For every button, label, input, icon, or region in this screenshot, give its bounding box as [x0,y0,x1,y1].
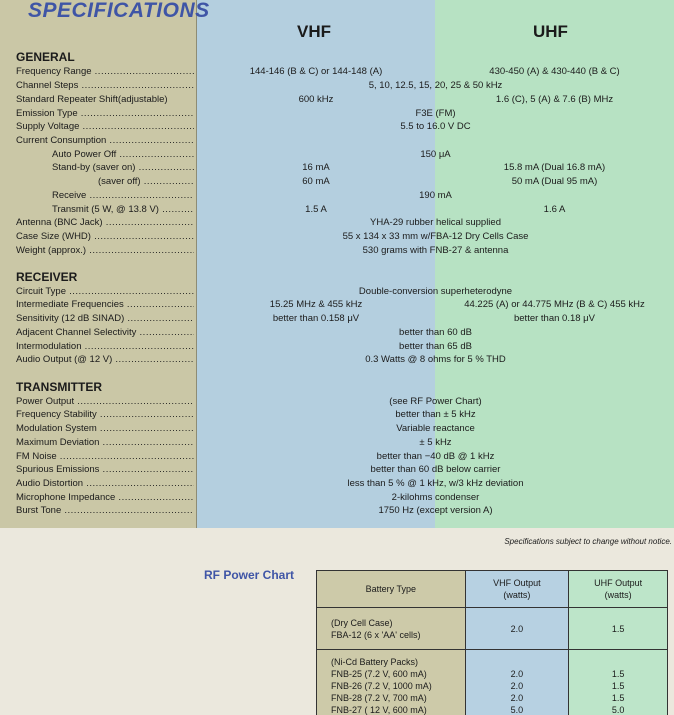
spec-label: Standard Repeater Shift(adjustable) [16,94,168,105]
spec-label: Adjacent Channel Selectivity ..... [16,326,194,339]
common-value: better than ± 5 kHz [395,409,476,420]
spec-label: Case Size (WHD) ..... [16,230,194,243]
spec-label: Receive ..... [52,189,194,202]
spec-label: Maximum Deviation ..... [16,436,194,449]
common-value: better than 60 dB below carrier [370,464,501,475]
spec-row [0,285,674,298]
spec-label: Frequency Range ..... [16,65,194,78]
spec-row [0,504,674,517]
spec-label: Intermediate Frequencies ..... [16,298,194,311]
spec-row [0,408,674,421]
vhf-output-value: 2.0 [510,681,524,691]
spec-row [0,230,674,243]
spec-row [0,422,674,435]
battery-name: FNB-26 (7.2 V, 1000 mA) [331,681,432,691]
uhf-output-header-line1: UHF Output [594,578,643,588]
common-value: 55 x 134 x 33 mm w/FBA-12 Dry Cells Case [342,231,529,242]
common-value: Double-conversion superheterodyne [358,286,513,297]
uhf-value: 430-450 (A) & 430-440 (B & C) [489,66,620,77]
spec-row [0,491,674,504]
spec-row [0,312,674,325]
spec-label: Audio Distortion ..... [16,477,194,490]
vhf-output-value: 2.0 [510,693,524,703]
spec-label: Spurious Emissions ..... [16,463,194,476]
spec-label: Channel Steps ..... [16,79,194,92]
battery-cell [317,650,466,715]
spec-row [0,298,674,311]
spec-row [0,340,674,353]
spec-row [0,244,674,257]
spec-row [0,93,674,106]
common-value: better than 60 dB [399,327,472,338]
uhf-output-cell: 1.5 [569,608,668,650]
spec-label: Auto Power Off ..... [52,148,194,161]
common-value: 0.3 Watts @ 8 ohms for 5 % THD [365,354,506,365]
spec-label: FM Noise ..... [16,450,194,463]
uhf-output-value: 5.0 [611,705,625,715]
dry-cell-case-label: (Dry Cell Case) [331,617,393,628]
spec-label: Burst Tone ..... [16,504,194,517]
section-heading-receiver: RECEIVER [16,270,78,284]
rf-table-header-row [317,571,668,608]
common-value: F3E (FM) [415,108,456,119]
uhf-output-value: 1.5 [611,681,625,691]
vhf-value: 16 mA [302,162,330,173]
uhf-output-cell [569,650,668,715]
spec-label: Weight (approx.) ..... [16,244,194,257]
vhf-output-header [465,571,569,608]
vhf-output-header-line1: VHF Output [493,578,541,588]
spec-label: Frequency Stability ..... [16,408,194,421]
table-row [317,650,668,715]
vhf-column-heading: VHF [297,22,331,41]
spec-label: Power Output ..... [16,395,194,408]
section-heading-general: GENERAL [16,50,75,64]
uhf-column-heading: UHF [533,22,568,41]
common-value: 190 mA [419,190,452,201]
spec-row [0,353,674,366]
page-title: SPECIFICATIONS [28,0,210,22]
common-value: 5.5 to 16.0 V DC [400,121,471,132]
vhf-value: 60 mA [302,176,330,187]
spec-label: Intermodulation ..... [16,340,194,353]
uhf-value: 15.8 mA (Dual 16.8 mA) [503,162,606,173]
battery-name: FNB-27 ( 12 V, 600 mA) [331,705,427,715]
vhf-value: 15.25 MHz & 455 kHz [269,299,363,310]
spec-row [0,107,674,120]
vhf-value: 600 kHz [298,94,334,105]
spec-label: Circuit Type ..... [16,285,194,298]
uhf-output-value: 1.5 [611,669,625,679]
table-row [317,608,668,650]
footnote: Specifications subject to change without notice. [504,537,672,546]
uhf-value: better than 0.18 μV [513,313,595,324]
spec-row [0,326,674,339]
common-value: 5, 10, 12.5, 15, 20, 25 & 50 kHz [368,80,503,91]
spec-row [0,203,674,216]
vhf-output-header-line2: (watts) [503,590,531,600]
spec-label: Supply Voltage ..... [16,120,194,133]
spec-row [0,148,674,161]
common-value: ± 5 kHz [419,437,452,448]
spec-label: Emission Type ..... [16,107,194,120]
uhf-value: 50 mA (Dual 95 mA) [511,176,598,187]
spec-row [0,436,674,449]
uhf-output-header [569,571,668,608]
common-value: better than 65 dB [399,341,472,352]
uhf-output-header-line2: (watts) [604,590,632,600]
common-value: YHA-29 rubber helical supplied [370,217,501,228]
nicd-packs-label: (Ni-Cd Battery Packs) [331,657,419,667]
common-value: 530 grams with FNB-27 & antenna [362,245,509,256]
vhf-output-value: 5.0 [510,705,524,715]
vhf-output-cell: 2.0 [465,608,569,650]
spec-row [0,189,674,202]
rf-power-table [316,570,668,715]
spec-row [0,216,674,229]
spec-label: Current Consumption ..... [16,134,194,147]
vhf-value: better than 0.158 μV [272,313,360,324]
battery-cell [317,608,466,650]
common-value: 1750 Hz (except version A) [378,505,493,516]
spec-row [0,463,674,476]
spec-label: Stand-by (saver on) ..... [52,161,194,174]
common-value: (see RF Power Chart) [389,396,482,407]
section-heading-transmitter: TRANSMITTER [16,380,102,394]
vhf-value: 1.5 A [305,204,327,215]
battery-name: FNB-25 (7.2 V, 600 mA) [331,669,427,679]
vhf-output-value: 2.0 [510,669,524,679]
spec-label: Modulation System ..... [16,422,194,435]
spec-label: Antenna (BNC Jack) ..... [16,216,194,229]
spec-row [0,120,674,133]
spec-label: Audio Output (@ 12 V) ..... [16,353,194,366]
spec-row [0,477,674,490]
spec-label: (saver off) ..... [98,175,194,188]
common-value: Variable reactance [396,423,475,434]
vhf-output-cell [465,650,569,715]
uhf-output-value: 1.5 [611,693,625,703]
spec-row [0,450,674,463]
common-value: less than 5 % @ 1 kHz, w/3 kHz deviation [347,478,524,489]
spec-row [0,65,674,78]
battery-type-header: Battery Type [317,571,466,608]
common-value: better than −40 dB @ 1 kHz [376,451,495,462]
common-value: 150 μA [420,149,451,160]
spec-label: Transmit (5 W, @ 13.8 V) ..... [52,203,194,216]
spec-row [0,79,674,92]
battery-name: FNB-28 (7.2 V, 700 mA) [331,693,427,703]
vhf-value: 144-146 (B & C) or 144-148 (A) [249,66,383,77]
spec-label: Sensitivity (12 dB SINAD) ..... [16,312,194,325]
spec-label: Microphone Impedance ..... [16,491,194,504]
common-value: 2-kilohms condenser [391,492,480,503]
fba-12-label: FBA-12 (6 x 'AA' cells) [331,629,421,640]
uhf-value: 44.225 (A) or 44.775 MHz (B & C) 455 kHz [464,299,645,310]
spec-row [0,175,674,188]
rf-chart-title: RF Power Chart [204,568,295,582]
spec-row [0,134,674,147]
uhf-value: 1.6 A [543,204,566,215]
spec-row [0,161,674,174]
spec-row [0,395,674,408]
uhf-value: 1.6 (C), 5 (A) & 7.6 (B) MHz [495,94,614,105]
